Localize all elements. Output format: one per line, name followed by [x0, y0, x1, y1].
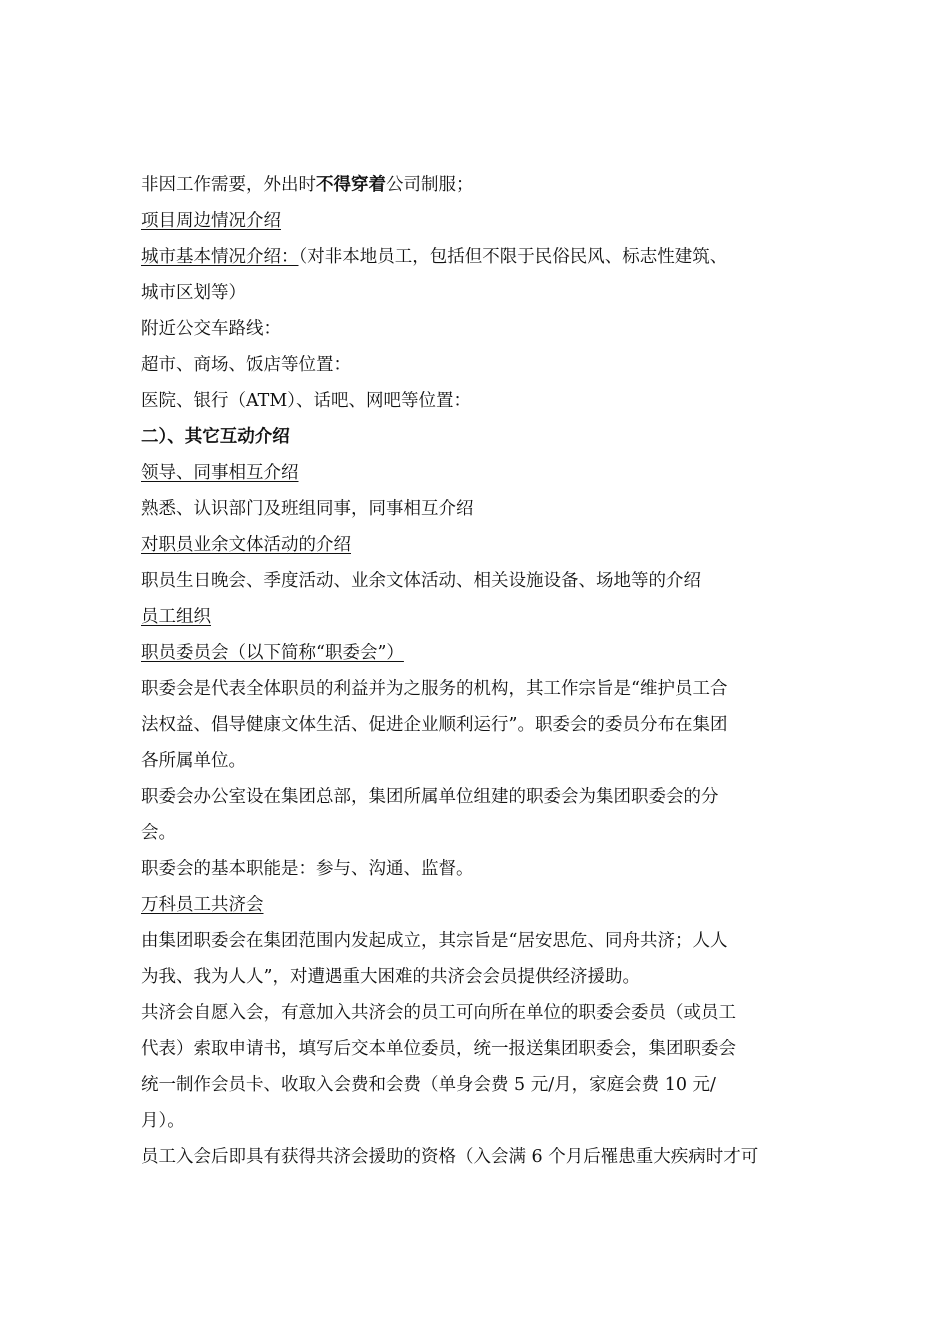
underlined-heading: 员工组织	[141, 607, 211, 627]
text-line: 城市区划等）	[141, 283, 246, 303]
text-line: 各所属单位。	[141, 751, 246, 771]
section-heading-other-interaction: 二）、其它互动介绍	[141, 427, 290, 447]
document-body	[141, 167, 821, 1175]
subheading-staff-committee	[141, 635, 821, 671]
underlined-heading: 万科员工共济会	[141, 895, 264, 915]
text-line: 职员生日晚会、季度活动、业余文体活动、相关设施设备、场地等的介绍	[141, 571, 701, 591]
text-line: 职委会是代表全体职员的利益并为之服务的机构，其工作宗旨是“维护员工合	[141, 679, 728, 699]
text-line: 由集团职委会在集团范围内发起成立，其宗旨是“居安思危、同舟共济；人人	[141, 931, 728, 951]
text-line: 共济会自愿入会，有意加入共济会的员工可向所在单位的职委会委员（或员工	[141, 1003, 736, 1023]
paragraph-city-intro	[141, 239, 821, 275]
underlined-heading: 职员委员会（以下简称“职委会”）	[141, 643, 404, 663]
text-line: 医院、银行（ATM）、话吧、网吧等位置：	[141, 391, 472, 411]
underlined-heading: 领导、同事相互介绍	[141, 463, 299, 483]
underlined-heading: 城市基本情况介绍：	[141, 247, 299, 267]
bold-text-run: 不得穿着	[316, 175, 386, 195]
text-line: 熟悉、认识部门及班组同事，同事相互介绍	[141, 499, 474, 519]
text-run: （对非本地员工，包括但不限于民俗民风、标志性建筑、	[298, 247, 728, 267]
text-line: 附近公交车路线：	[141, 319, 281, 339]
text-line: 员工入会后即具有获得共济会援助的资格（入会满 6 个月后罹患重大疾病时才可	[141, 1147, 759, 1167]
paragraph-uniform-rule	[141, 167, 821, 203]
text-line: 会。	[141, 823, 176, 843]
text-line: 法权益、倡导健康文体生活、促进企业顺利运行”。职委会的委员分布在集团	[141, 715, 728, 735]
text-line: 统一制作会员卡、收取入会费和会费（单身会费 5 元/月，家庭会费 10 元/	[141, 1075, 716, 1095]
underlined-heading: 项目周边情况介绍	[141, 211, 281, 231]
text-run: 非因工作需要，外出时	[141, 175, 316, 195]
text-line: 职委会的基本职能是：参与、沟通、监督。	[141, 859, 474, 879]
text-line: 职委会办公室设在集团总部，集团所属单位组建的职委会为集团职委会的分	[141, 787, 719, 807]
subheading-staff-organization	[141, 599, 821, 635]
subheading-mutual-aid	[141, 887, 821, 923]
subheading-colleagues	[141, 455, 821, 491]
section-heading-surroundings	[141, 203, 821, 239]
text-line: 为我、我为人人”，对遭遇重大困难的共济会会员提供经济援助。	[141, 967, 640, 987]
text-run: 公司制服；	[386, 175, 474, 195]
text-line: 代表）索取申请书，填写后交本单位委员，统一报送集团职委会，集团职委会	[141, 1039, 736, 1059]
text-line: 月）。	[141, 1111, 185, 1131]
subheading-activities	[141, 527, 821, 563]
text-line: 超市、商场、饭店等位置：	[141, 355, 351, 375]
underlined-heading: 对职员业余文体活动的介绍	[141, 535, 351, 555]
